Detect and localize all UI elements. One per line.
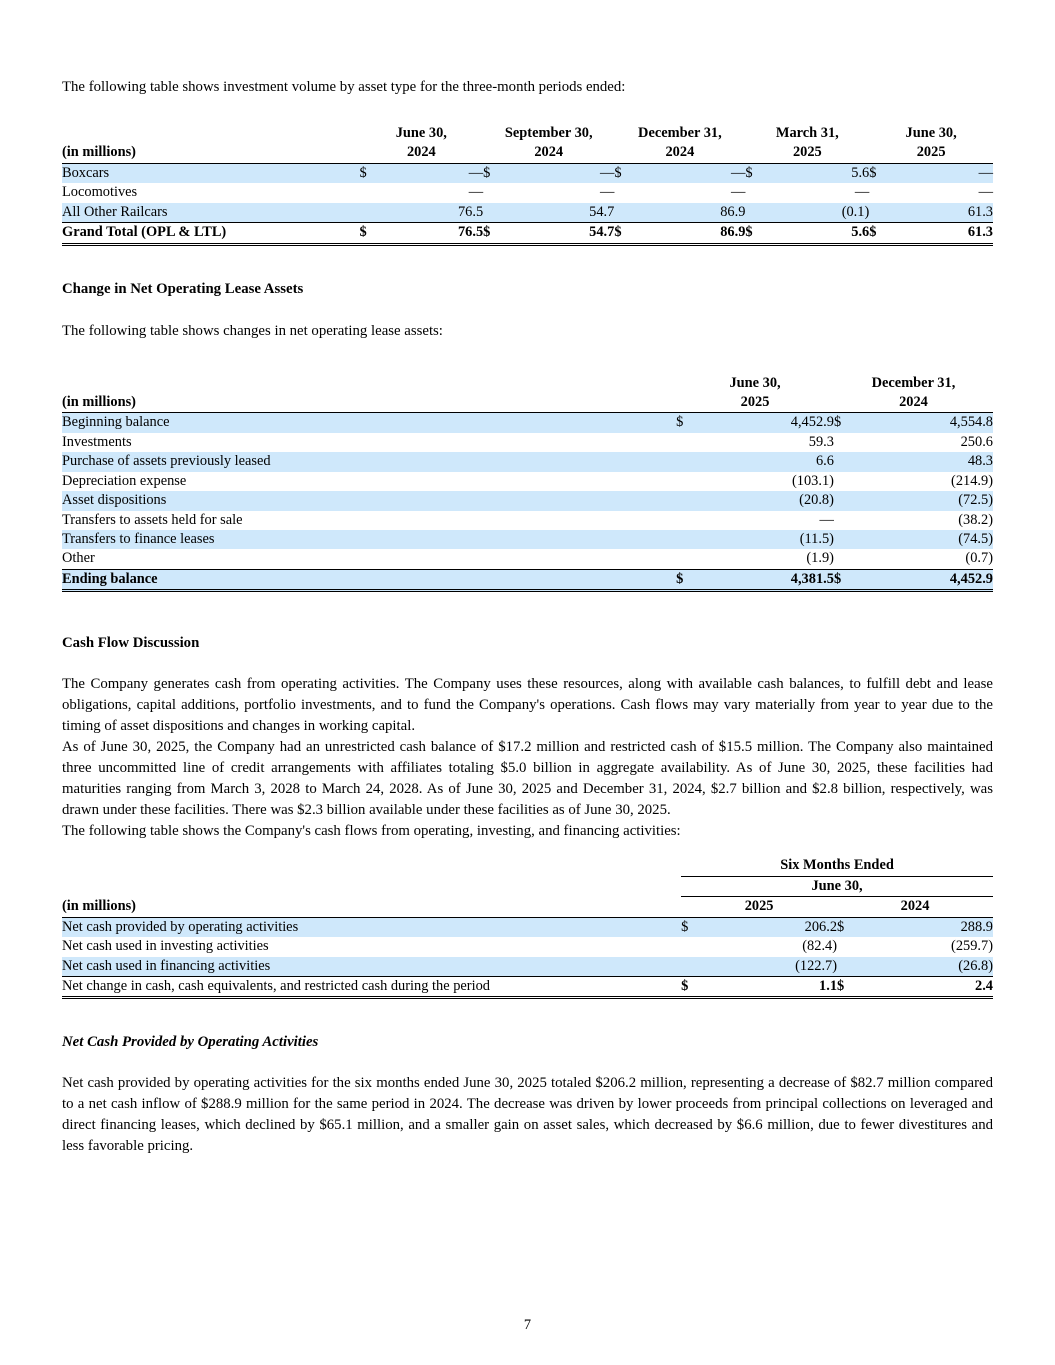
col-header-2-line1: December 31, <box>871 374 956 391</box>
row-label: Net cash used in financing activities <box>62 957 271 974</box>
col-header-2-line2: 2024 <box>483 143 614 163</box>
row-label: Asset dispositions <box>62 492 167 509</box>
cash-flow-paragraph-2: As of June 30, 2025, the Company had an unrestricted cash balance of $17.2 million and restricted cash of $15.5 million. The Company also maintained three uncommitted line of credit arrangements with affiliates totaling $5.0 billion in aggregate availability. As of June 30, 2025, these facilities had maturities ranging from March 3, 2028 to March 24, 2028. As of June 30, 2025 and December 31, 2024, $2.7 billion and $2.8 billion, respectively, was drawn under these facilities. There was $2.3 billion available under these facilities as of June 30, 2025. <box>62 739 993 819</box>
cell-value: (26.8) <box>958 957 993 974</box>
currency-symbol: $ <box>614 164 622 181</box>
cell-value: (82.4) <box>802 938 838 955</box>
lease-assets-table-wrapper <box>62 374 993 593</box>
currency-symbol: $ <box>360 223 380 244</box>
currency-symbol <box>676 530 697 549</box>
currency-symbol <box>834 530 856 549</box>
table-header-row-2 <box>62 393 993 413</box>
row-label: Net cash provided by operating activities <box>62 918 299 935</box>
col-header-5-line2: 2025 <box>869 143 993 163</box>
table-row <box>62 163 993 183</box>
cell-value: — <box>468 164 484 181</box>
cell-value: (103.1) <box>791 472 834 489</box>
currency-symbol: $ <box>869 164 877 181</box>
currency-symbol: $ <box>483 164 491 181</box>
currency-symbol <box>837 957 858 977</box>
currency-symbol <box>745 183 765 202</box>
total-value: 61.3 <box>889 223 993 244</box>
cell-value: 86.9 <box>720 203 746 220</box>
table-row <box>62 549 993 569</box>
col-header-2-line1: September 30, <box>504 124 593 141</box>
col-header-4-line2: 2025 <box>745 143 869 163</box>
label-header: (in millions) <box>62 897 681 917</box>
currency-symbol: $ <box>359 164 367 181</box>
cell-value: — <box>978 184 993 201</box>
row-label: Investments <box>62 433 132 450</box>
net-operating-lease-assets-table <box>62 374 993 593</box>
table-row <box>62 413 993 433</box>
currency-symbol: $ <box>837 918 845 935</box>
group-header-line2: June 30, <box>681 876 993 896</box>
currency-symbol <box>869 183 889 202</box>
cell-value: (259.7) <box>951 938 993 955</box>
currency-symbol <box>676 511 697 530</box>
table-total-row <box>62 569 993 590</box>
currency-symbol: $ <box>681 976 702 997</box>
cash-flow-table-wrapper <box>62 856 993 999</box>
currency-symbol <box>483 183 503 202</box>
cell-value: — <box>731 164 746 181</box>
intro-paragraph-investment-volume: The following table shows investment volume by asset type for the three-month periods ended: <box>62 79 626 95</box>
total-value: 5.6 <box>765 223 869 244</box>
currency-symbol: $ <box>676 414 684 431</box>
currency-symbol <box>676 433 697 452</box>
label-header: (in millions) <box>62 393 676 413</box>
currency-symbol <box>745 203 765 223</box>
operating-activities-paragraph: Net cash provided by operating activities for the six months ended June 30, 2025 totaled $206.2 million, representing a decrease of $82.7 million compared to a net cash inflow of $288.9 million for the same period in 2024. The decrease was driven by lower proceeds from principal collections on leveraged and direct financing leases, which declined by $65.1 million, and a smaller gain on asset sales, which decreased by $6.6 million, due to fewer divestitures and less favorable pricing. <box>62 1075 993 1155</box>
col-header-1-line2: 2024 <box>360 143 484 163</box>
currency-symbol <box>676 549 697 569</box>
table-total-row <box>62 976 993 997</box>
table-row <box>62 183 993 202</box>
heading-change-in-net-operating-lease-assets: Change in Net Operating Lease Assets <box>62 280 304 297</box>
currency-symbol <box>834 491 856 510</box>
currency-symbol <box>360 183 380 202</box>
table-header-row <box>62 897 993 917</box>
cell-value: — <box>599 164 615 181</box>
currency-symbol <box>834 549 856 569</box>
currency-symbol <box>834 511 856 530</box>
table-row <box>62 530 993 549</box>
cell-value: (11.5) <box>799 531 834 548</box>
row-label: Transfers to finance leases <box>62 531 215 548</box>
table-header-row-1 <box>62 124 993 143</box>
col-header-3-line1: December 31, <box>638 124 722 141</box>
table-row <box>62 452 993 471</box>
row-label: Net cash used in investing activities <box>62 938 269 955</box>
currency-symbol <box>676 452 697 471</box>
investment-volume-table-wrapper <box>62 124 993 246</box>
cell-value: — <box>854 184 870 201</box>
col-header-1: 2025 <box>681 897 837 917</box>
cell-value: 6.6 <box>815 453 834 470</box>
total-value: 4,452.9 <box>856 569 993 590</box>
cell-value: 61.3 <box>967 203 993 220</box>
row-label: All Other Railcars <box>62 203 168 220</box>
table-row <box>62 433 993 452</box>
table-row <box>62 957 993 977</box>
cell-value: (0.7) <box>965 550 993 567</box>
cell-value: — <box>978 164 993 181</box>
cell-value: — <box>819 511 834 528</box>
cash-flow-paragraph-3: The following table shows the Company's cash flows from operating, investing, and financing activities: <box>62 823 681 840</box>
cell-value: 288.9 <box>960 918 993 935</box>
table-row <box>62 203 993 223</box>
row-label: Boxcars <box>62 164 110 181</box>
currency-symbol <box>676 472 697 491</box>
currency-symbol <box>681 957 702 977</box>
table-row <box>62 511 993 530</box>
col-header-1-line2: 2025 <box>676 393 834 413</box>
cell-value: 54.7 <box>589 203 615 220</box>
cell-value: 59.3 <box>808 433 834 450</box>
cell-value: — <box>731 184 746 201</box>
cell-value: — <box>599 184 615 201</box>
row-label: Locomotives <box>62 184 138 201</box>
currency-symbol: $ <box>483 223 503 244</box>
currency-symbol <box>681 937 702 956</box>
cell-value: 206.2 <box>804 918 838 935</box>
currency-symbol: $ <box>745 164 753 181</box>
heading-cash-flow-discussion: Cash Flow Discussion <box>62 635 200 652</box>
cell-value: 250.6 <box>960 433 993 450</box>
total-value: 54.7 <box>503 223 614 244</box>
cell-value: (0.1) <box>841 203 870 220</box>
currency-symbol <box>834 452 856 471</box>
currency-symbol: $ <box>681 918 689 935</box>
table-total-row <box>62 223 993 244</box>
col-header-1-line1: June 30, <box>395 124 447 141</box>
group-header-line1: Six Months Ended <box>681 856 993 876</box>
cell-value: (214.9) <box>951 472 993 489</box>
currency-symbol: $ <box>869 223 889 244</box>
label-header: (in millions) <box>62 143 360 163</box>
col-header-4-line1: March 31, <box>775 124 839 141</box>
row-label: Depreciation expense <box>62 472 187 489</box>
investment-volume-table <box>62 124 993 246</box>
total-value: 1.1 <box>702 976 837 997</box>
currency-symbol <box>869 203 889 223</box>
col-header-5-line1: June 30, <box>905 124 957 141</box>
cell-value: 4,452.9 <box>790 414 834 431</box>
total-value: 4,381.5 <box>698 569 834 590</box>
currency-symbol <box>614 203 634 223</box>
cell-value: (1.9) <box>806 550 834 567</box>
cell-value: (20.8) <box>799 492 834 509</box>
col-header-1-line1: June 30, <box>729 374 781 391</box>
table-row <box>62 491 993 510</box>
currency-symbol: $ <box>834 569 856 590</box>
currency-symbol <box>614 183 634 202</box>
total-label: Net change in cash, cash equivalents, and restricted cash during the period <box>62 976 681 997</box>
total-label: Grand Total (OPL & LTL) <box>62 223 360 244</box>
table-group-header-row-2 <box>62 876 993 896</box>
currency-symbol: $ <box>614 223 634 244</box>
row-label: Beginning balance <box>62 414 170 431</box>
currency-symbol <box>676 491 697 510</box>
row-label: Transfers to assets held for sale <box>62 511 243 528</box>
cell-value: 76.5 <box>457 203 484 220</box>
col-header-2-line2: 2024 <box>834 393 993 413</box>
currency-symbol <box>834 433 856 452</box>
intro-paragraph-lease-assets: The following table shows changes in net operating lease assets: <box>62 322 443 339</box>
currency-symbol: $ <box>676 569 697 590</box>
total-value: 86.9 <box>634 223 745 244</box>
cell-value: 4,554.8 <box>949 414 993 431</box>
row-label: Other <box>62 550 95 567</box>
cash-flow-paragraph-1: The Company generates cash from operating activities. The Company uses these resources, along with available cash balances, to fulfill debt and lease obligations, capital additions, portfolio investments, and to fund the Company's operations. Cash flows may vary materially from year to year due to the timing of asset dispositions and changes in working capital. <box>62 676 993 735</box>
table-row <box>62 937 993 956</box>
currency-symbol <box>483 203 503 223</box>
col-header-2: 2024 <box>837 897 993 917</box>
currency-symbol: $ <box>833 414 842 431</box>
total-label: Ending balance <box>62 569 676 590</box>
cell-value: 5.6 <box>851 164 870 181</box>
col-header-3-line2: 2024 <box>614 143 745 163</box>
page-number: 7 <box>523 1316 532 1333</box>
cell-value: (38.2) <box>958 511 993 528</box>
currency-symbol: $ <box>745 223 765 244</box>
table-header-row-2 <box>62 143 993 163</box>
cell-value: (122.7) <box>795 957 838 974</box>
currency-symbol <box>360 203 380 223</box>
currency-symbol <box>837 937 858 956</box>
cell-value: (74.5) <box>958 531 993 548</box>
table-row <box>62 472 993 491</box>
heading-net-cash-provided-by-operating-activities: Net Cash Provided by Operating Activities <box>62 1034 319 1051</box>
row-label: Purchase of assets previously leased <box>62 453 271 470</box>
cell-value: 48.3 <box>967 453 993 470</box>
currency-symbol <box>834 472 856 491</box>
table-group-header-row <box>62 856 993 876</box>
cash-flow-table <box>62 856 993 999</box>
table-row <box>62 917 993 937</box>
total-value: 2.4 <box>858 976 993 997</box>
total-value: 76.5 <box>379 223 483 244</box>
cell-value: — <box>468 184 484 201</box>
table-header-row-1 <box>62 374 993 393</box>
cell-value: (72.5) <box>958 492 993 509</box>
currency-symbol: $ <box>837 976 858 997</box>
